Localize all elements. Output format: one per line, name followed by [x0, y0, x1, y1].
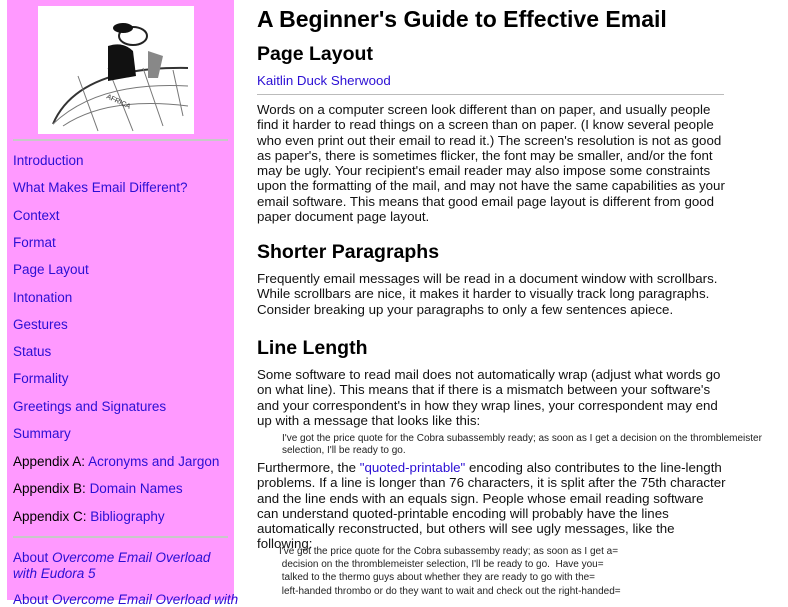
- line-length-text: Some software to read mail does not automatically wrap (adjust what words go on what line). This means that if there is a mismatch between your software's and your correspondent's in how they wrap lines, your correspondent may end up with a message that looks like this:: [257, 367, 721, 428]
- heading-line-length: Line Length: [257, 337, 368, 359]
- shorter-paragraphs-text: Frequently email messages will be read in a document window with scrollbars. While scrollbars are nice, it makes it harder to visually track long paragraphs. Consider breaking up your paragraphs to only a few sentences apiece.: [257, 271, 718, 317]
- quoted-printable-link[interactable]: "quoted-printable": [359, 460, 466, 475]
- appendix-link[interactable]: Bibliography: [90, 508, 165, 524]
- sidebar-item-summary[interactable]: Summary: [13, 426, 71, 441]
- sidebar-item-intonation[interactable]: Intonation: [13, 289, 73, 305]
- page-subtitle: Page Layout: [257, 43, 373, 65]
- page-title: A Beginner's Guide to Effective Email: [257, 6, 667, 32]
- appendix-link[interactable]: Domain Names: [89, 481, 183, 497]
- sidebar-item-page-layout[interactable]: Page Layout: [13, 262, 89, 278]
- example-unwrapped: I've got the price quote for the Cobra subassembly ready; as soon as I get a decision on the thromblemeister selection, I'll be ready to go.: [282, 433, 765, 456]
- heading-shorter-paragraphs: Shorter Paragraphs: [257, 241, 440, 263]
- sidebar-item-what-makes-email-different[interactable]: What Makes Email Different?: [13, 180, 188, 196]
- divider: [13, 139, 228, 141]
- sidebar-item-greetings-and-signatures[interactable]: Greetings and Signatures: [13, 398, 167, 414]
- svg-text:AFRICA: AFRICA: [105, 93, 132, 111]
- about-eudora-link[interactable]: About Overcome Email Overload with Eudora 5: [13, 550, 211, 581]
- sidebar: [7, 0, 239, 607]
- sidebar-appendix-b: Appendix B: Domain Names: [13, 481, 183, 497]
- sidebar-item-status[interactable]: Status: [13, 344, 52, 360]
- sidebar-appendix-a: Appendix A: Acronyms and Jargon: [13, 454, 220, 469]
- sidebar-appendix-c: Appendix C: Bibliography: [13, 508, 165, 524]
- intro-paragraph: Words on a computer screen look different than on paper, and usually people find it harder to read things on a screen than on paper. (I know several people who even print out their email to read it.) The screen's resolution is not as good as paper's, there is sometimes flicker, the font may be smaller, and/or the font may be ugly. Your recipient's email reader may also impose some constraints upon the formatting of the mail, and may not have the same capabilities as your email software. This means that good email page layout is different from good paper document page layout.: [257, 102, 725, 225]
- quoted-printable-text: Furthermore, the "quoted-printable" encoding also contributes to the line-length problems. If a line is longer than 76 characters, it is split after the 75th character and the line ends with an equals sign. People whose email reading software can understand quoted-printable encoding will probably have the lines automatically reconstructed, but others will see ugly messages, like the following:: [257, 460, 726, 552]
- duck-globe-logo: [38, 6, 194, 134]
- author-link[interactable]: Kaitlin Duck Sherwood: [257, 73, 391, 88]
- divider: [257, 94, 724, 95]
- sidebar-item-gestures[interactable]: Gestures: [13, 316, 68, 332]
- sidebar-item-format[interactable]: Format: [13, 234, 56, 250]
- divider: [13, 536, 228, 538]
- about-book-link[interactable]: About Overcome Email Overload with: [13, 592, 239, 607]
- example-quoted-printable: I've got the price quote for the Cobra subassemby ready; as soon as I get a= decision on the thromblemeister selection, I'll be ready to go. Have you= talked to the thermo guys about whether they are ready to go with the= left-handed thrombo or do they want to wait and check out the right-handed=: [279, 546, 621, 597]
- sidebar-item-context[interactable]: Context: [13, 207, 60, 223]
- appendix-link[interactable]: Acronyms and Jargon: [88, 454, 220, 469]
- sidebar-item-formality[interactable]: Formality: [13, 371, 69, 387]
- sidebar-item-introduction[interactable]: Introduction: [13, 153, 84, 168]
